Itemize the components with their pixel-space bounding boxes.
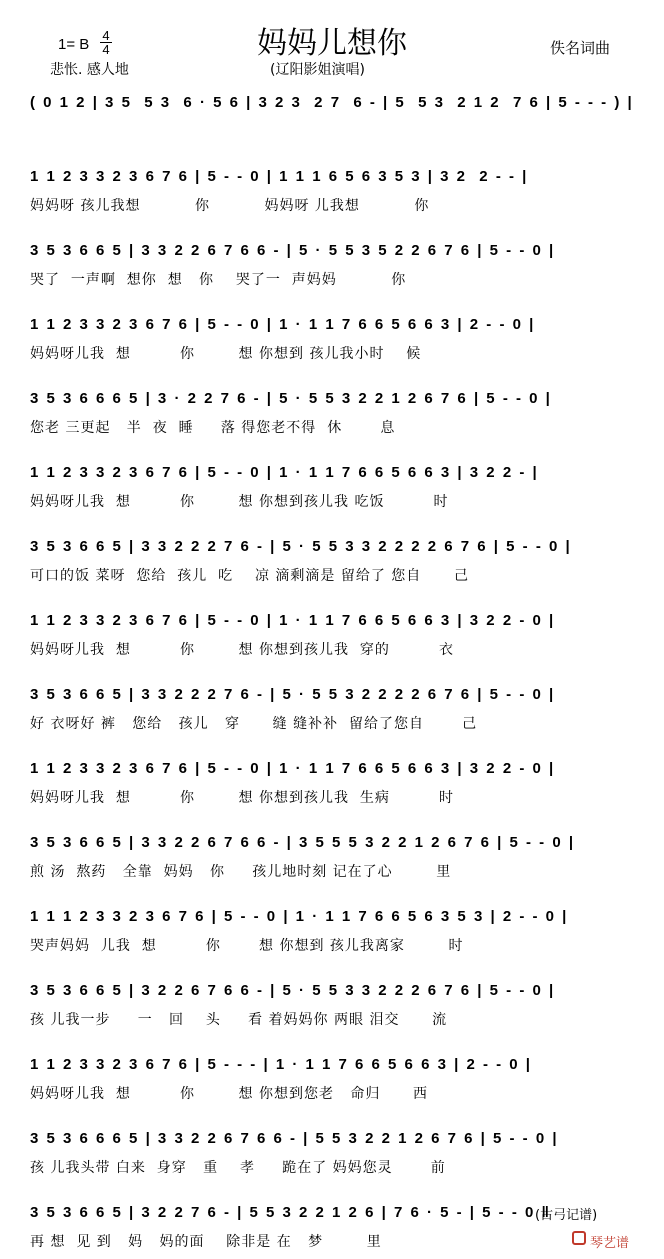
notation-line: 1 1 2 3 3 2 3 6 7 6 | 5 - - - | 1 · 1 1 7 6 6 5 6 6 3 | 2 - - 0 | bbox=[30, 1056, 532, 1073]
lyric-line: 妈妈呀儿我 想 你 想 你想到孩儿我 生病 时 bbox=[30, 790, 454, 806]
score-row bbox=[30, 606, 640, 666]
time-signature-bottom: 4 bbox=[102, 42, 110, 57]
notation-line: 3 5 3 6 6 5 | 3 2 2 6 7 6 6 - | 5 · 5 5 3 3 2 2 2 6 7 6 | 5 - - 0 | bbox=[30, 982, 556, 999]
score-row bbox=[30, 680, 640, 740]
notation-line: 3 5 3 6 6 6 5 | 3 · 2 2 7 6 - | 5 · 5 5 3 2 2 1 2 6 7 6 | 5 - - 0 | bbox=[30, 390, 552, 407]
time-signature-top: 4 bbox=[102, 28, 110, 43]
transcriber-credit: (古弓记谱) bbox=[535, 1208, 598, 1223]
notation-line: 1 1 2 3 3 2 3 6 7 6 | 5 - - 0 | 1 · 1 1 7 6 6 5 6 6 3 | 3 2 2 - 0 | bbox=[30, 760, 556, 777]
time-signature bbox=[100, 29, 112, 56]
notation-line: 3 5 3 6 6 5 | 3 3 2 2 6 7 6 6 - | 3 5 5 5 3 2 2 1 2 6 7 6 | 5 - - 0 | bbox=[30, 834, 576, 851]
site-logo-text: 琴艺谱 bbox=[590, 1236, 630, 1251]
lyric-line: 孩 儿我头带 白来 身穿 重 孝 跪在了 妈妈您灵 前 bbox=[30, 1160, 446, 1176]
notation-line: 3 5 3 6 6 5 | 3 3 2 2 2 7 6 - | 5 · 5 5 3 2 2 2 2 6 7 6 | 5 - - 0 | bbox=[30, 686, 556, 703]
score-row bbox=[30, 754, 640, 814]
notation-line: 1 1 2 3 3 2 3 6 7 6 | 5 - - 0 | 1 · 1 1 7 6 6 5 6 6 3 | 3 2 2 - | bbox=[30, 464, 539, 481]
notation-line: 3 5 3 6 6 5 | 3 3 2 2 2 7 6 - | 5 · 5 5 3 3 2 2 2 2 6 7 6 | 5 - - 0 | bbox=[30, 538, 572, 555]
intro-row bbox=[30, 88, 640, 148]
performer-credit: (辽阳影姐演唱) bbox=[270, 62, 365, 78]
lyric-line: 哭声妈妈 儿我 想 你 想 你想到 孩儿我离家 时 bbox=[30, 938, 464, 954]
score-row bbox=[30, 236, 640, 296]
score-row bbox=[30, 384, 640, 444]
lyric-line: 妈妈呀儿我 想 你 想 你想到孩儿我 穿的 衣 bbox=[30, 642, 454, 658]
score-row bbox=[30, 1050, 640, 1110]
tempo-marking: 悲怅. 感人地 bbox=[50, 62, 129, 78]
lyric-line: 煎 汤 熬药 全靠 妈妈 你 孩儿地时刻 记在了心 里 bbox=[30, 864, 452, 880]
notation-line: 3 5 3 6 6 5 | 3 2 2 7 6 - | 5 5 3 2 2 1 2 6 | 7 6 · 5 - | 5 - - 0 ‖ bbox=[30, 1204, 551, 1221]
notation-line: 1 1 2 3 3 2 3 6 7 6 | 5 - - 0 | 1 · 1 1 7 6 6 5 6 6 3 | 3 2 2 - 0 | bbox=[30, 612, 556, 629]
lyric-line: 再 想 见 到 妈 妈的面 除非是 在 梦 里 bbox=[30, 1234, 382, 1250]
score-row bbox=[30, 162, 640, 222]
composer-credit: 佚名词曲 bbox=[550, 39, 611, 57]
lyric-line: 妈妈呀 孩儿我想 你 妈妈呀 儿我想 你 bbox=[30, 198, 430, 214]
lyric-line: 妈妈呀儿我 想 你 想 你想到孩儿我 吃饭 时 bbox=[30, 494, 449, 510]
notation-line: 3 5 3 6 6 6 5 | 3 3 2 2 6 7 6 6 - | 5 5 3 2 2 1 2 6 7 6 | 5 - - 0 | bbox=[30, 1130, 559, 1147]
lyric-line: 可口的饭 菜呀 您给 孩儿 吃 凉 滴剩滴是 留给了 您自 己 bbox=[30, 568, 470, 584]
notation-line: 3 5 3 6 6 5 | 3 3 2 2 6 7 6 6 - | 5 · 5 5 3 5 2 2 6 7 6 | 5 - - 0 | bbox=[30, 242, 556, 259]
lyric-line: 哭了 一声啊 想你 想 你 哭了一 声妈妈 你 bbox=[30, 272, 407, 288]
lyric-line: 妈妈呀儿我 想 你 想 你想到您老 命归 西 bbox=[30, 1086, 429, 1102]
score-row bbox=[30, 532, 640, 592]
score-row bbox=[30, 458, 640, 518]
notation-line: 1 1 2 3 3 2 3 6 7 6 | 5 - - 0 | 1 1 1 6 5 6 3 5 3 | 3 2 2 - - | bbox=[30, 168, 529, 185]
score-row bbox=[30, 902, 640, 962]
lyric-line: 好 衣呀好 裤 您给 孩儿 穿 缝 缝补补 留给了您自 己 bbox=[30, 716, 478, 732]
score-row bbox=[30, 1124, 640, 1184]
song-title: 妈妈儿想你 bbox=[257, 26, 407, 61]
notation-line: 1 1 1 2 3 3 2 3 6 7 6 | 5 - - 0 | 1 · 1 1 7 6 6 5 6 3 5 3 | 2 - - 0 | bbox=[30, 908, 569, 925]
lyric-line: 孩 儿我一步 一 回 头 看 着妈妈你 两眼 泪交 流 bbox=[30, 1012, 448, 1028]
notation-line: ( 0 1 2 | 3 5 5 3 6 · 5 6 | 3 2 3 2 7 6 - | 5 5 3 2 1 2 7 6 | 5 - - - ) | bbox=[30, 94, 634, 111]
site-logo-icon bbox=[572, 1231, 586, 1245]
score-row bbox=[30, 976, 640, 1036]
notation-line: 1 1 2 3 3 2 3 6 7 6 | 5 - - 0 | 1 · 1 1 7 6 6 5 6 6 3 | 2 - - 0 | bbox=[30, 316, 536, 333]
lyric-line: 您老 三更起 半 夜 睡 落 得您老不得 休 息 bbox=[30, 420, 396, 436]
score-row bbox=[30, 310, 640, 370]
key-signature: 1= B bbox=[58, 36, 90, 53]
lyric-line: 妈妈呀儿我 想 你 想 你想到 孩儿我小时 候 bbox=[30, 346, 422, 362]
score-row bbox=[30, 828, 640, 888]
lyric-line bbox=[30, 121, 640, 143]
